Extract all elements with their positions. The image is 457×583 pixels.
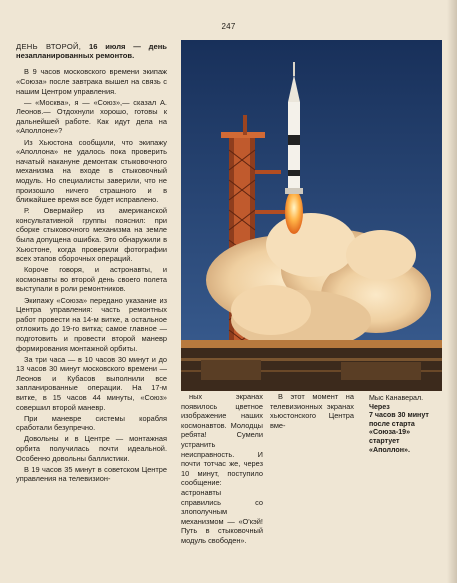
paragraph: — «Москва», я — «Союз»,— сказал А. Леонов.— Отдохнули хорошо, готовы к дальнейшей работе. Как идут дела на «Аполлоне»? bbox=[16, 97, 167, 136]
paragraph: Из Хьюстона сообщили, что экипажу «Аполлона» не удалось пока проверить начатый накануне демонтаж стыковочного механизма на входе в стыковочный модуль. Но специалисты заверили, что не произошло ничего страшного и в ближайшее время все будет исправлено. bbox=[16, 137, 167, 205]
caption-line: 7 часов 30 минут bbox=[369, 411, 429, 420]
paragraph: В этот момент на телевизионных экранах хьюстонского Центра вме- bbox=[270, 392, 354, 430]
section-heading bbox=[16, 42, 167, 60]
paragraph: ных экранах появилось цветное изображение наших космонавтов. Молодцы ребята! Сумели устранить неисправность. И почти тотчас же, через 10 минут, поступило сообщение: астронавты справились со злополучным механизмом — «О'кэй! Путь в стыковочный модуль свободен». bbox=[181, 392, 263, 545]
heading-subtitle: — день незапланированных ремонтов. bbox=[16, 42, 167, 61]
rocket-launch-photo bbox=[181, 40, 442, 391]
paragraph: Довольны и в Центре — монтажная орбита получилась почти идеальной. Особенно довольны баллистики. bbox=[16, 434, 167, 463]
left-text-column bbox=[16, 42, 167, 485]
paragraph: Короче говоря, и астронавты, и космонавты во второй день своего полета выступали в роли ремонтников. bbox=[16, 265, 167, 294]
caption-line: Через bbox=[369, 402, 390, 411]
paragraph: При маневре системы корабля сработали безупречно. bbox=[16, 413, 167, 433]
middle-text-column-a bbox=[181, 392, 263, 547]
heading-date: 16 июля bbox=[89, 42, 126, 51]
paragraph: Р. Овермайер из американской консультативной группы пояснил: при сборке стыковочного механизма на земле была допущена ошибка. Это обнаружили в Хьюстоне, когда проверили фотографии всех этапов сборочных операций. bbox=[16, 206, 167, 264]
caption-line: после старта bbox=[369, 419, 415, 428]
paragraph: Экипажу «Союза» передано указание из Центра управления: часть ремонтных работ провести на 14-м витке, а остальное отложить до 19-го витка; самое главное — подготовить и провести второй маневр формирования монтажной орбиты. bbox=[16, 295, 167, 353]
caption-line: «Аполлон». bbox=[369, 445, 410, 454]
launch-pad bbox=[181, 340, 442, 391]
photo-caption bbox=[369, 394, 449, 454]
paragraph: В 19 часов 35 минут в советском Центре управления на телевизион- bbox=[16, 464, 167, 484]
heading-lead: ДЕНЬ ВТОРОЙ, bbox=[16, 42, 82, 51]
engine-flame bbox=[285, 190, 303, 234]
page-edge-shadow bbox=[447, 0, 457, 583]
paragraph: За три часа — в 10 часов 30 минут и до 13 часов 30 минут московского времени — Леонов и Кубасов выполнили все запланированные операции. На 17-м витке, в 15 часов 44 минуты, «Союз» совершил второй маневр. bbox=[16, 354, 167, 412]
caption-line: стартует bbox=[369, 436, 400, 445]
middle-text-column-b bbox=[270, 392, 354, 432]
paragraph: В 9 часов московского времени экипаж «Союза» после завтрака вышел на связь с нашим Центром управления. bbox=[16, 67, 167, 96]
caption-line: «Союза-19» bbox=[369, 428, 411, 437]
caption-place: Мыс Канаверал. bbox=[369, 394, 424, 402]
page-number: 247 bbox=[221, 22, 236, 31]
